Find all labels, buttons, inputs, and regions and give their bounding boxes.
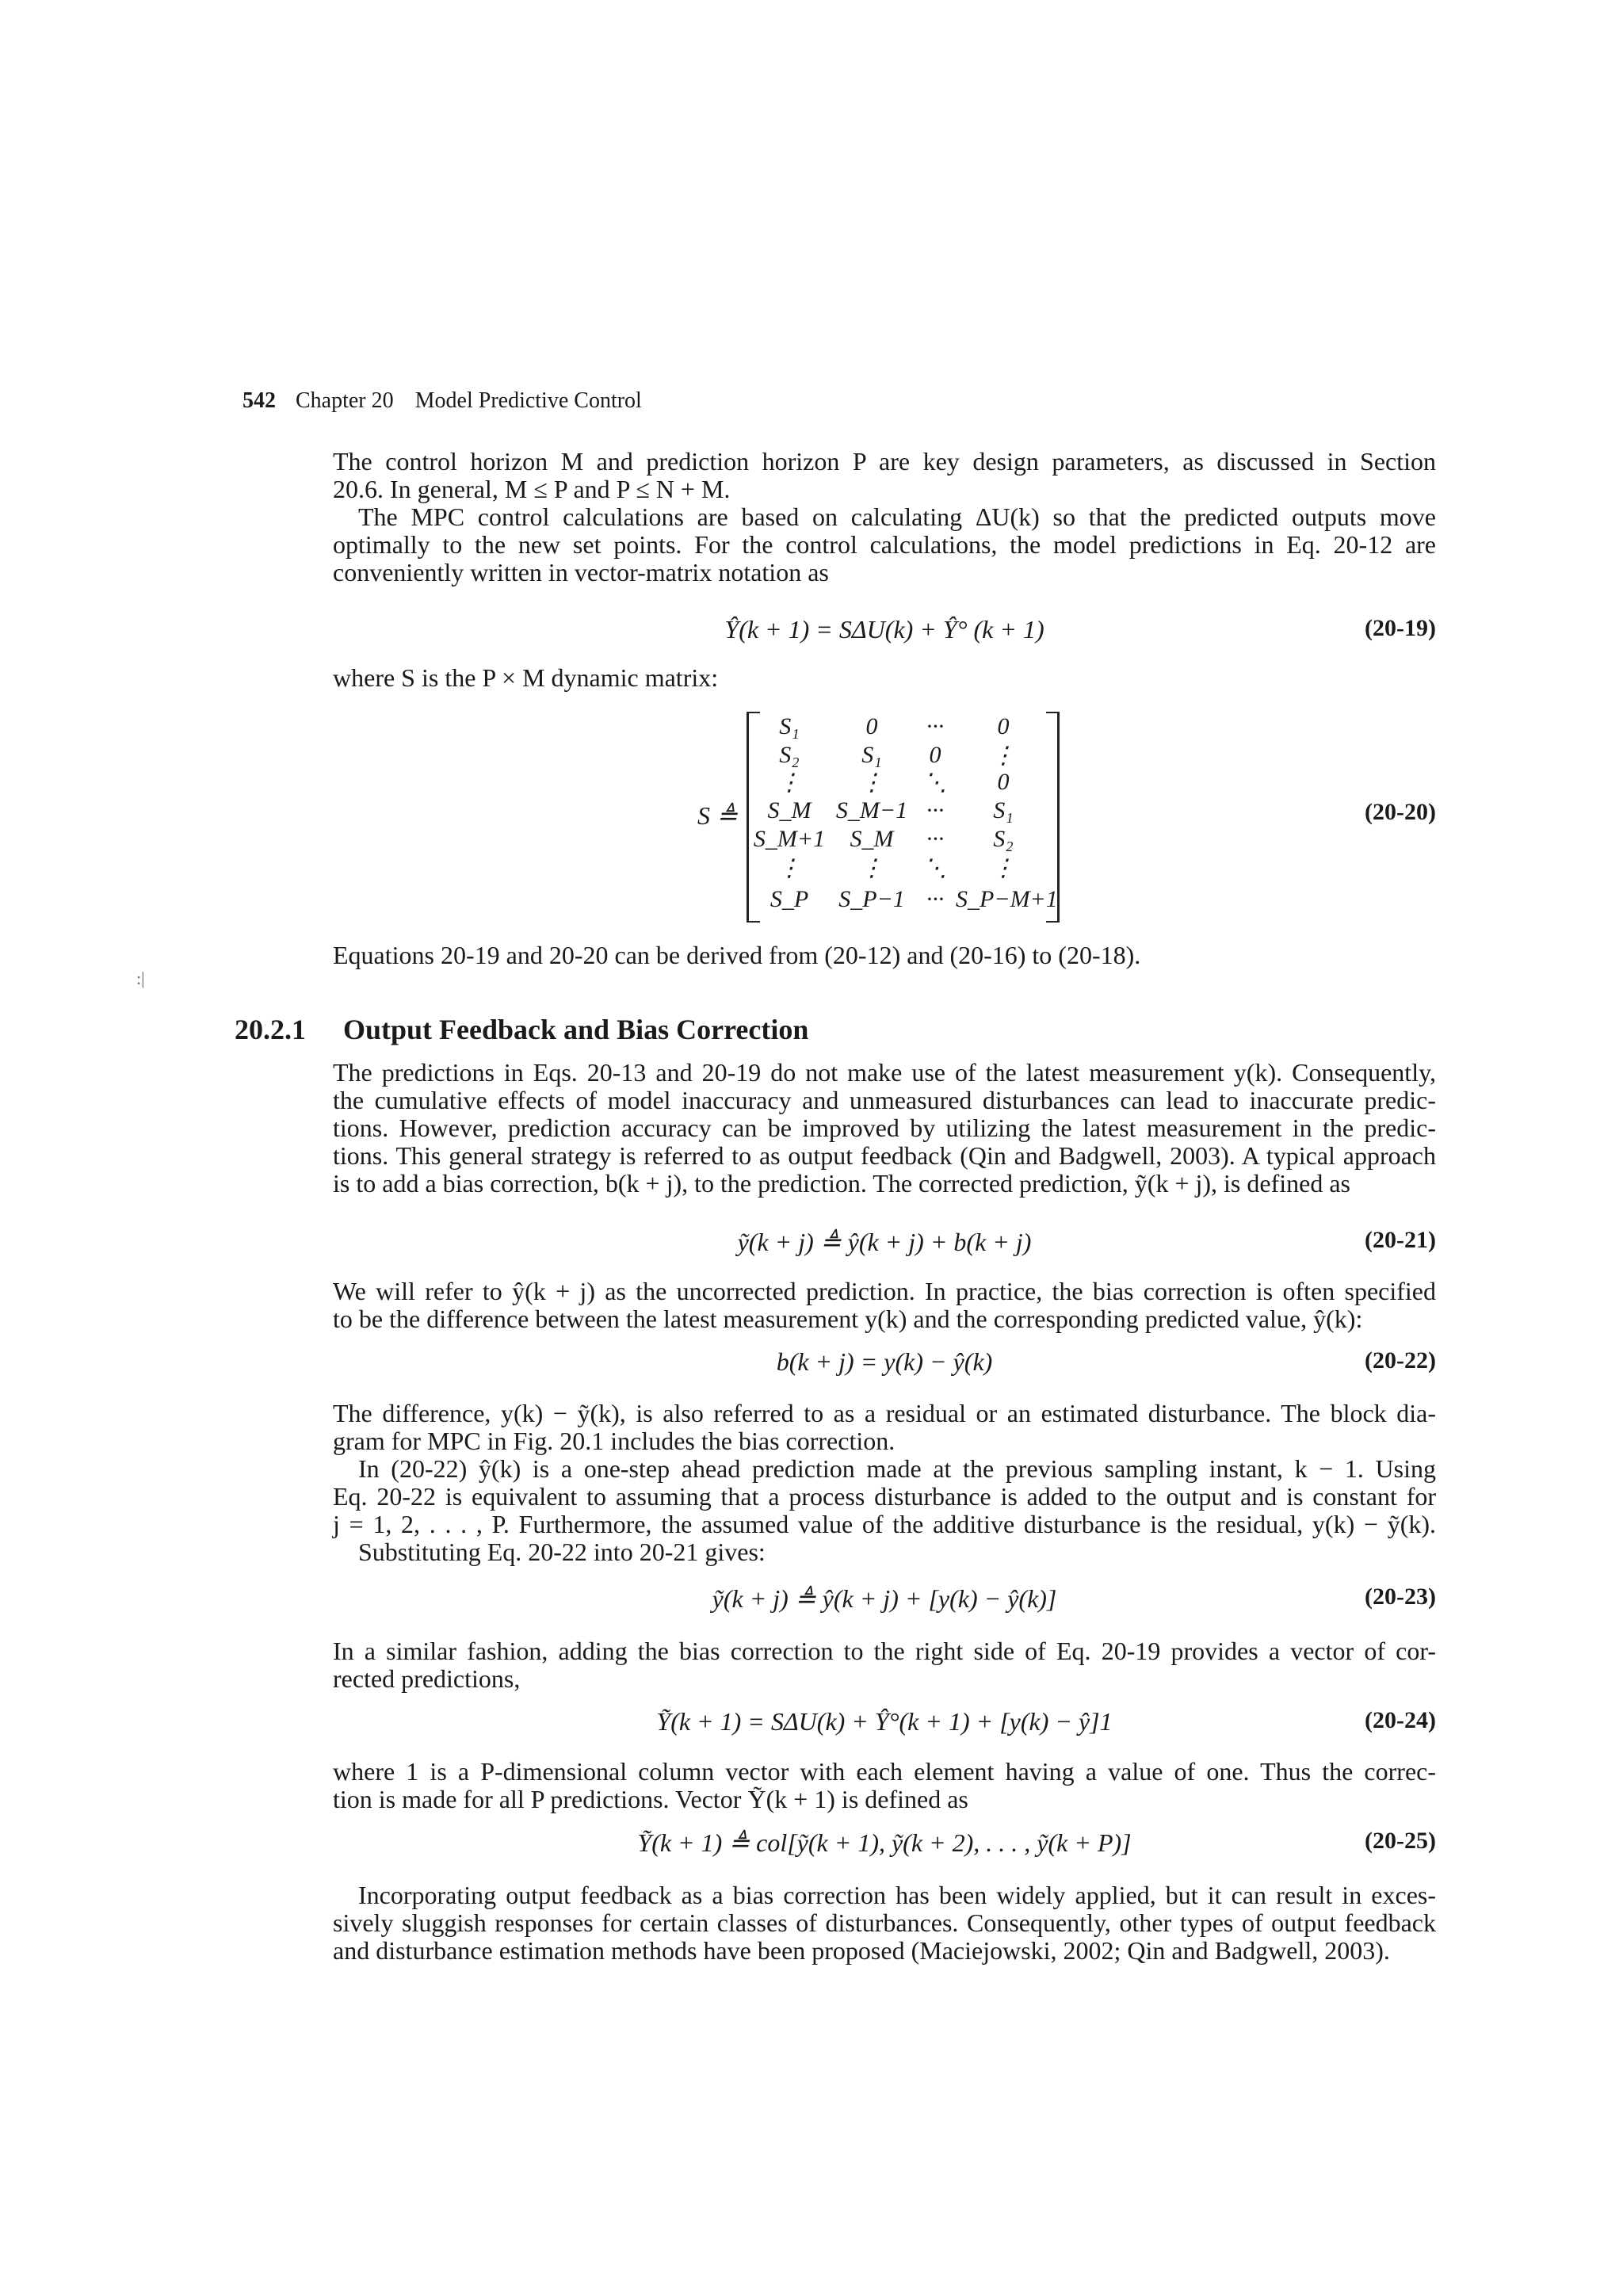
matrix-cell: 0 <box>865 713 878 739</box>
equation-body: Ŷ(k + 1) = SΔU(k) + Ŷ° (k + 1) <box>724 615 1044 644</box>
text-line: where S is the P × M dynamic matrix: <box>333 663 719 692</box>
equation-body: ỹ(k + j) ≜ ŷ(k + j) + [y(k) − ŷ(k)] <box>712 1584 1057 1613</box>
equation-number: (20-22) <box>1365 1347 1436 1373</box>
paragraph-where-s <box>333 664 1436 692</box>
equation-body: b(k + j) = y(k) − ŷ(k) <box>776 1347 993 1376</box>
equation-number: (20-25) <box>1365 1828 1436 1854</box>
matrix-cell: ⋮ <box>860 770 884 796</box>
text-line: Eq. 20-22 is equivalent to assuming that a process disturbance is added to the output and is constant for <box>333 1482 1436 1511</box>
section-title: Output Feedback and Bias Correction <box>343 1014 809 1045</box>
matrix-cell: S_P−M+1 <box>956 886 1058 912</box>
paragraph-output-feedback <box>333 1059 1436 1198</box>
equation-number: (20-23) <box>1365 1584 1436 1610</box>
text-line: tions. However, prediction accuracy can be improved by utilizing the latest measurement in the predic- <box>333 1114 1436 1142</box>
paragraph-conclusion <box>333 1881 1436 1965</box>
matrix-cell: S_M−1 <box>835 797 908 823</box>
section-heading <box>235 1013 808 1046</box>
text-line: sively sluggish responses for certain classes of disturbances. Consequently, other types of output feedback <box>333 1908 1436 1937</box>
matrix-cell: 0 <box>997 713 1010 739</box>
matrix-cell: 0 <box>997 769 1010 795</box>
text-line: The predictions in Eqs. 20-13 and 20-19 do not make use of the latest measurement y(k). Consequently, <box>333 1058 1436 1087</box>
equation-20-24 <box>333 1707 1436 1739</box>
matrix-cell: S_M <box>850 826 894 852</box>
paragraph-horizons <box>333 448 1436 503</box>
matrix-cell: S₁ <box>993 797 1014 823</box>
equation-body: Ỹ(k + 1) ≜ col[ỹ(k + 1), ỹ(k + 2), . . . , ỹ(k + P)] <box>637 1828 1132 1857</box>
chapter-label: Chapter 20 <box>296 388 394 413</box>
equation-20-23 <box>333 1584 1436 1615</box>
matrix-cell: S₁ <box>779 713 800 739</box>
matrix-cell: ⋮ <box>777 855 801 881</box>
matrix-cell: ⋮ <box>860 855 884 881</box>
matrix-cell: S₁ <box>861 742 882 768</box>
text-line: The control horizon M and prediction horizon P are key design parameters, as discussed in Section <box>333 447 1436 476</box>
text-line: gram for MPC in Fig. 20.1 includes the bias correction. <box>333 1427 896 1455</box>
equation-number: (20-21) <box>1365 1227 1436 1253</box>
matrix-cell: ··· <box>926 797 945 823</box>
matrix-cell: ⋱ <box>923 855 947 881</box>
paragraph-derivation-note <box>333 942 1436 969</box>
text-line: j = 1, 2, . . . , P. Furthermore, the assumed value of the additive disturbance is the residual, y(k) − ỹ(k). <box>333 1510 1436 1538</box>
matrix-cell: S₂ <box>779 742 800 768</box>
equation-20-19 <box>333 615 1436 647</box>
matrix-cell: ⋮ <box>991 743 1015 769</box>
text-line: is to add a bias correction, b(k + j), to the prediction. The corrected prediction, ỹ(k + j), is defined as <box>333 1169 1350 1198</box>
text-line: The difference, y(k) − ỹ(k), is also referred to as a residual or an estimated disturbance. The block dia- <box>333 1399 1436 1427</box>
text-line: Incorporating output feedback as a bias correction has been widely applied, but it can result in exces- <box>358 1881 1436 1909</box>
matrix-cell: ⋱ <box>923 770 947 796</box>
text-line: and disturbance estimation methods have been proposed (Maciejowski, 2002; Qin and Badgwell, 2003). <box>333 1936 1390 1965</box>
page-number: 542 <box>242 388 276 413</box>
chapter-title: Model Predictive Control <box>414 388 642 413</box>
matrix-cell: S₂ <box>993 826 1014 852</box>
equation-number-20-20: (20-20) <box>1365 799 1436 825</box>
matrix-cell: S_P <box>769 886 809 912</box>
text-line: to be the difference between the latest measurement y(k) and the corresponding predicted value, ŷ(k): <box>333 1305 1363 1333</box>
text-line: conveniently written in vector-matrix notation as <box>333 558 829 586</box>
text-line: Equations 20-19 and 20-20 can be derived from (20-12) and (20-16) to (20-18). <box>333 941 1141 969</box>
text-line: 20.6. In general, M ≤ P and P ≤ N + M. <box>333 475 731 503</box>
section-number: 20.2.1 <box>235 1014 306 1045</box>
margin-mark: :| <box>136 968 145 988</box>
matrix-cell: ··· <box>926 713 945 739</box>
text-line: We will refer to ŷ(k + j) as the uncorrected prediction. In practice, the bias correction is often specified <box>333 1277 1436 1305</box>
text-line: Substituting Eq. 20-22 into 20-21 gives: <box>358 1538 766 1566</box>
matrix-cell: S_M <box>767 797 812 823</box>
matrix-cell: ⋮ <box>777 770 801 796</box>
equation-20-22 <box>333 1347 1436 1379</box>
equation-number: (20-19) <box>1365 615 1436 641</box>
matrix-cell: ⋮ <box>991 855 1015 881</box>
paragraph-residual <box>333 1400 1436 1455</box>
matrix-cell: S_P−1 <box>838 886 905 912</box>
text-line: optimally to the new set points. For the control calculations, the model predictions in Eq. 20-12 are <box>333 530 1436 559</box>
matrix-cell: ··· <box>926 886 945 912</box>
matrix-cell: 0 <box>929 742 941 768</box>
text-line: tions. This general strategy is referred to as output feedback (Qin and Badgwell, 2003). A typical approach <box>333 1141 1436 1170</box>
matrix-cell: S_M+1 <box>753 826 826 852</box>
text-line: tion is made for all P predictions. Vector Ỹ(k + 1) is defined as <box>333 1785 968 1813</box>
text-line: In (20-22) ŷ(k) is a one-step ahead prediction made at the previous sampling instant, k − 1. Using <box>358 1454 1436 1483</box>
paragraph-uncorrected-prediction <box>333 1278 1436 1333</box>
equation-body: Ỹ(k + 1) = SΔU(k) + Ŷ°(k + 1) + [y(k) − ŷ]1 <box>656 1707 1113 1736</box>
running-head <box>242 388 642 414</box>
text-line: the cumulative effects of model inaccuracy and unmeasured disturbances can lead to inaccurate predic- <box>333 1086 1436 1114</box>
matrix-cell: ··· <box>926 826 945 852</box>
equation-body: ỹ(k + j) ≜ ŷ(k + j) + b(k + j) <box>737 1228 1032 1256</box>
text-line: In a similar fashion, adding the bias correction to the right side of Eq. 20-19 provides a vector of cor- <box>333 1637 1436 1665</box>
text-line: The MPC control calculations are based on calculating ΔU(k) so that the predicted outputs move <box>358 502 1436 531</box>
paragraph-similar-fashion <box>333 1637 1436 1693</box>
matrix-label: S ≜ <box>697 801 738 830</box>
text-line: where 1 is a P-dimensional column vector with each element having a value of one. Thus the correc- <box>333 1757 1436 1786</box>
paragraph-one-step-ahead <box>333 1455 1436 1566</box>
equation-20-21 <box>333 1227 1436 1259</box>
dynamic-matrix <box>697 712 1078 919</box>
paragraph-column-vector <box>333 1758 1436 1813</box>
equation-20-25 <box>333 1828 1436 1859</box>
paragraph-mpc-calculations <box>333 503 1436 586</box>
text-line: rected predictions, <box>333 1664 521 1693</box>
equation-number: (20-24) <box>1365 1707 1436 1733</box>
